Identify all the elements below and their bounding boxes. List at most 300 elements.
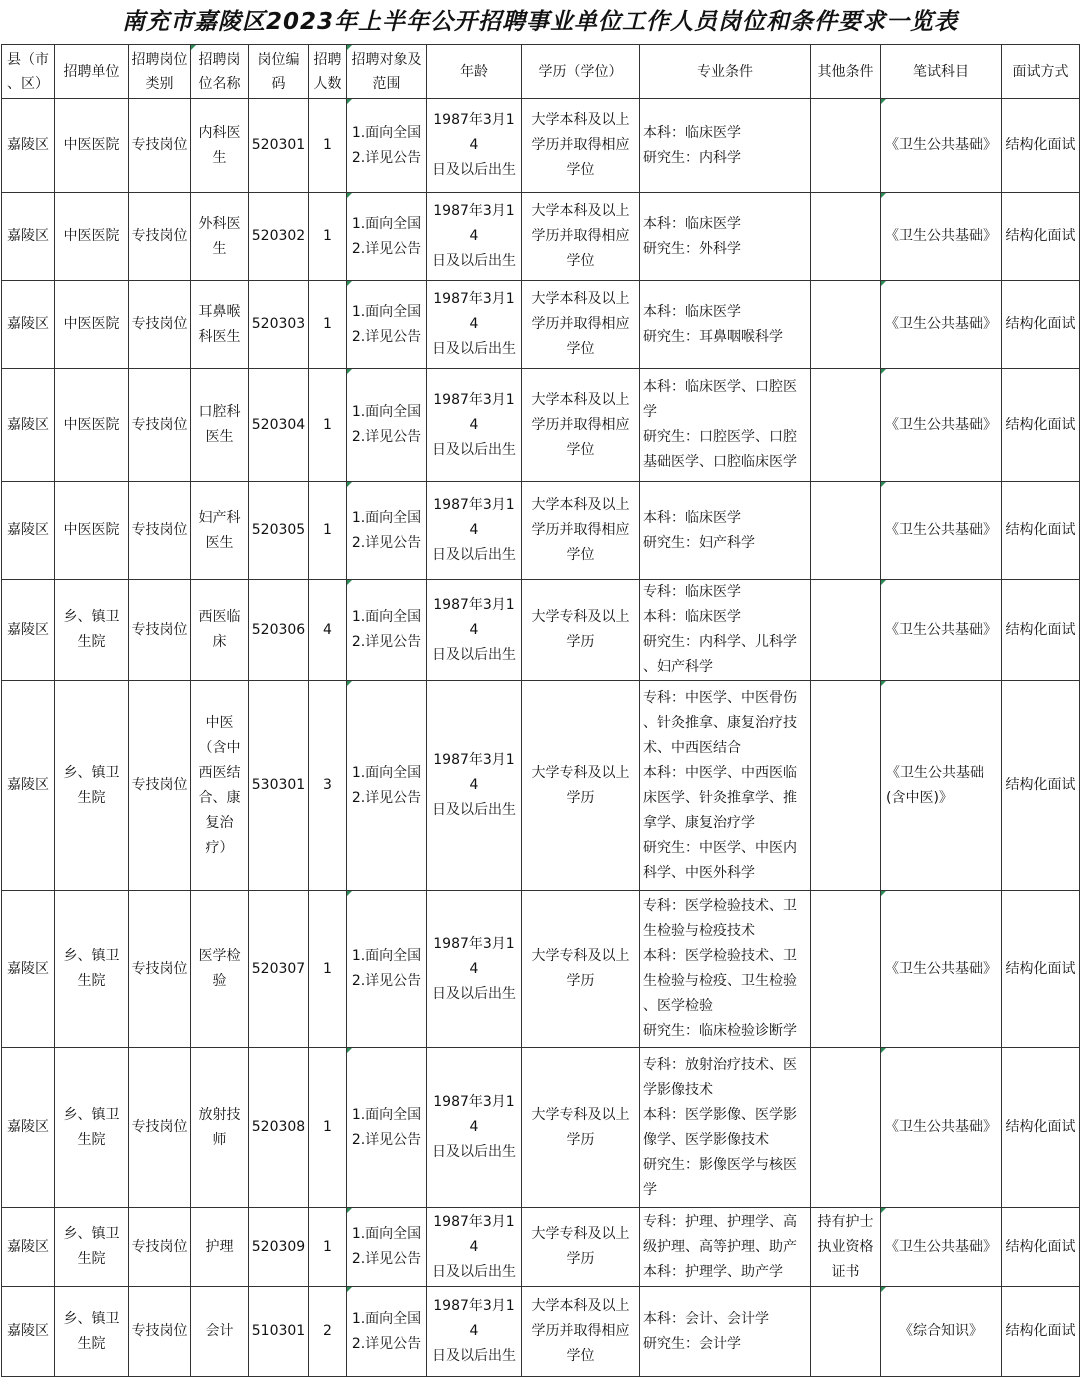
- cell-line: 1.面向全国: [351, 1106, 422, 1123]
- cell-education: [522, 1287, 640, 1377]
- cell-line: 乡、镇卫: [63, 1310, 120, 1327]
- cell-position-name: [191, 580, 249, 681]
- cell-line: 学历并取得相应: [531, 316, 630, 332]
- cell-line: 学位: [566, 441, 595, 458]
- table-row: [2, 1208, 1080, 1287]
- cell-line: 1987年3月14: [433, 935, 515, 977]
- cell-position-name: [191, 193, 249, 281]
- cell-line: 生院: [77, 1335, 106, 1352]
- cell-line: 2.详见公告: [351, 328, 422, 345]
- cell-exam-subject: [881, 580, 1002, 681]
- cell-other-conditions: [811, 281, 881, 369]
- cell-age: [427, 1208, 522, 1287]
- cell-line: 乡、镇卫: [63, 1106, 120, 1123]
- cell-education: [522, 1208, 640, 1287]
- cell-line: 内科医: [198, 124, 241, 141]
- cell-line: 嘉陵区: [7, 1119, 49, 1135]
- cell-exam-subject: [881, 1287, 1002, 1377]
- cell-position-code: [249, 482, 309, 580]
- cell-line: 嘉陵区: [7, 960, 49, 977]
- cell-line: 学历并取得相应: [531, 416, 630, 433]
- cell-line: 《综合知识》: [899, 1323, 983, 1339]
- cell-line: 中医医院: [63, 416, 120, 433]
- cell-scope: [347, 193, 427, 281]
- cell-line: 《卫生公共基础: [886, 764, 984, 781]
- cell-county: [2, 1208, 55, 1287]
- cell-headcount: [309, 580, 347, 681]
- cell-line: 《卫生公共基础》: [885, 1119, 997, 1135]
- cell-line: 研究生：内科学、儿科学: [643, 634, 797, 650]
- table-row: [2, 281, 1080, 369]
- cell-line: 1.面向全国: [351, 1310, 422, 1327]
- cell-position-name: [191, 1287, 249, 1377]
- cell-position-code: [249, 580, 309, 681]
- cell-line: 1: [323, 1238, 332, 1255]
- cell-headcount: [309, 1287, 347, 1377]
- cell-line: （含中: [198, 739, 241, 756]
- cell-line: 嘉陵区: [7, 522, 49, 538]
- cell-line: 研究生：影像医学与核医: [643, 1156, 797, 1173]
- cell-category: [129, 1048, 191, 1208]
- cell-age: [427, 891, 522, 1048]
- cell-exam-subject: [881, 891, 1002, 1048]
- cell-line: 合、康: [198, 789, 241, 806]
- cell-line: 《卫生公共基础》: [885, 960, 997, 977]
- cell-line: 1987年3月14: [433, 112, 515, 153]
- cell-line: 1.面向全国: [351, 948, 422, 964]
- cell-line: 中医医院: [63, 228, 120, 244]
- cell-line: 科医生: [198, 328, 241, 345]
- cell-line: 520304: [251, 416, 306, 433]
- header-position-code: [249, 45, 309, 99]
- cell-line: 医学检: [198, 948, 241, 964]
- cell-line: 嘉陵区: [7, 1323, 49, 1339]
- cell-line: 本科：临床医学、口腔医: [643, 379, 797, 395]
- cell-line: 2.详见公告: [351, 429, 422, 445]
- cell-exam-subject: [881, 193, 1002, 281]
- cell-unit: [55, 1287, 129, 1377]
- cell-interview-method: [1002, 1208, 1080, 1287]
- cell-line: 术、中西医结合: [643, 739, 741, 756]
- cell-major: [640, 369, 811, 482]
- table-row: [2, 1048, 1080, 1208]
- cell-position-code: [249, 193, 309, 281]
- cell-line: 生院: [77, 1131, 106, 1148]
- cell-line: 乡、镇卫: [63, 1226, 120, 1242]
- cell-line: 大学本科及以上: [531, 391, 630, 408]
- cell-other-conditions: [811, 891, 881, 1048]
- cell-category: [129, 281, 191, 369]
- cell-line: 码: [271, 75, 286, 92]
- cell-line: 1: [323, 228, 332, 244]
- table-row: [2, 1287, 1080, 1377]
- cell-line: 结构化面试: [1005, 522, 1076, 538]
- cell-age: [427, 1287, 522, 1377]
- cell-line: 口腔科: [198, 404, 241, 420]
- cell-line: 学历: [566, 789, 595, 806]
- cell-line: 笔试科目: [913, 63, 969, 80]
- cell-line: 像学、医学影像技术: [643, 1131, 769, 1148]
- cell-line: 本科：临床医学: [643, 509, 741, 526]
- cell-category: [129, 482, 191, 580]
- cell-line: 520302: [251, 228, 306, 244]
- cell-line: 疗）: [205, 839, 234, 856]
- cell-headcount: [309, 891, 347, 1048]
- cell-line: 类别: [145, 75, 174, 92]
- cell-line: 1.面向全国: [351, 124, 422, 141]
- cell-county: [2, 891, 55, 1048]
- cell-line: 本科：临床医学: [643, 215, 741, 232]
- cell-line: 1: [323, 1119, 332, 1135]
- cell-line: 年龄: [460, 63, 488, 80]
- cell-unit: [55, 1208, 129, 1287]
- cell-line: 乡、镇卫: [63, 948, 120, 964]
- cell-line: 专技岗位: [131, 1323, 188, 1339]
- cell-line: 学历: [566, 973, 595, 989]
- cell-line: 520303: [251, 316, 306, 332]
- cell-line: 研究生：耳鼻咽喉科学: [643, 328, 783, 345]
- cell-major: [640, 1048, 811, 1208]
- cell-line: 1.面向全国: [351, 215, 422, 232]
- cell-line: 520309: [251, 1238, 306, 1255]
- header-category: [129, 45, 191, 99]
- cell-line: 1.面向全国: [351, 1226, 422, 1242]
- cell-scope: [347, 580, 427, 681]
- cell-line: 本科：临床医学: [643, 124, 741, 141]
- cell-line: 专技岗位: [131, 316, 188, 332]
- cell-line: 530301: [251, 777, 306, 793]
- cell-unit: [55, 281, 129, 369]
- cell-line: 学位: [566, 253, 595, 269]
- cell-other-conditions: [811, 99, 881, 193]
- recruitment-table: [1, 44, 1080, 1377]
- cell-scope: [347, 369, 427, 482]
- cell-unit: [55, 369, 129, 482]
- cell-line: 专技岗位: [131, 416, 188, 433]
- cell-line: 专技岗位: [131, 1238, 188, 1255]
- cell-line: 范围: [372, 75, 401, 92]
- cell-line: 1987年3月14: [433, 497, 515, 538]
- cell-line: 招聘对象及: [351, 51, 422, 68]
- cell-interview-method: [1002, 580, 1080, 681]
- cell-line: 1.面向全国: [351, 509, 422, 526]
- cell-position-name: [191, 1208, 249, 1287]
- cell-age: [427, 681, 522, 891]
- header-headcount: [309, 45, 347, 99]
- cell-line: 4: [323, 621, 332, 638]
- cell-line: 《卫生公共基础》: [885, 316, 997, 332]
- cell-other-conditions: [811, 681, 881, 891]
- cell-position-code: [249, 1287, 309, 1377]
- cell-line: 级护理、高等护理、助产: [643, 1238, 797, 1255]
- cell-major: [640, 482, 811, 580]
- cell-line: 大学专科及以上: [531, 1226, 630, 1242]
- cell-line: 日及以后出生: [432, 162, 516, 178]
- cell-line: 2.详见公告: [351, 789, 422, 806]
- cell-county: [2, 681, 55, 891]
- header-county: [2, 45, 55, 99]
- cell-line: 日及以后出生: [432, 441, 516, 458]
- cell-line: 岗位编: [257, 51, 300, 68]
- cell-line: 日及以后出生: [432, 253, 516, 269]
- cell-line: 1.面向全国: [351, 764, 422, 781]
- cell-line: 人数: [313, 75, 342, 92]
- cell-education: [522, 681, 640, 891]
- cell-line: 2.详见公告: [351, 1131, 422, 1148]
- cell-line: 日及以后出生: [432, 341, 516, 357]
- cell-line: 日及以后出生: [432, 802, 516, 818]
- cell-line: 专技岗位: [131, 522, 188, 538]
- cell-line: 学位: [566, 162, 595, 178]
- cell-line: 生院: [77, 973, 106, 989]
- cell-education: [522, 369, 640, 482]
- cell-headcount: [309, 482, 347, 580]
- cell-line: 《卫生公共基础》: [885, 621, 997, 638]
- cell-headcount: [309, 99, 347, 193]
- cell-education: [522, 281, 640, 369]
- cell-line: 持有护士: [817, 1213, 874, 1230]
- cell-line: 学历: [566, 1131, 595, 1148]
- cell-line: 2.详见公告: [351, 240, 422, 257]
- table-row: [2, 580, 1080, 681]
- cell-line: 专技岗位: [131, 960, 188, 977]
- cell-scope: [347, 99, 427, 193]
- cell-line: 研究生：临床检验诊断学: [643, 1023, 797, 1039]
- cell-line: 2.详见公告: [351, 1251, 422, 1267]
- cell-line: 中医医院: [63, 316, 120, 332]
- cell-line: 日及以后出生: [432, 547, 516, 563]
- cell-age: [427, 580, 522, 681]
- cell-line: 大学专科及以上: [531, 609, 630, 625]
- cell-line: 结构化面试: [1005, 228, 1076, 244]
- cell-line: 乡、镇卫: [63, 764, 120, 781]
- cell-line: 2.详见公告: [351, 634, 422, 650]
- cell-interview-method: [1002, 891, 1080, 1048]
- cell-line: 学历: [566, 1251, 595, 1267]
- cell-other-conditions: [811, 482, 881, 580]
- cell-category: [129, 369, 191, 482]
- cell-line: 嘉陵区: [7, 416, 49, 433]
- cell-line: 招聘单位: [63, 63, 120, 80]
- cell-line: 《卫生公共基础》: [885, 416, 997, 433]
- cell-line: 本科：临床医学: [643, 609, 741, 625]
- cell-exam-subject: [881, 482, 1002, 580]
- cell-line: 1: [323, 522, 332, 538]
- cell-line: 嘉陵区: [7, 137, 49, 153]
- cell-line: 专科：中医学、中医骨伤: [643, 689, 797, 706]
- cell-position-name: [191, 369, 249, 482]
- cell-position-code: [249, 99, 309, 193]
- cell-county: [2, 1287, 55, 1377]
- cell-line: 1: [323, 416, 332, 433]
- cell-line: 放射技: [198, 1106, 241, 1123]
- cell-category: [129, 1208, 191, 1287]
- cell-line: 专技岗位: [131, 777, 188, 793]
- cell-line: 学位: [566, 547, 595, 563]
- cell-scope: [347, 482, 427, 580]
- cell-other-conditions: [811, 1287, 881, 1377]
- cell-line: 学: [643, 404, 657, 420]
- cell-scope: [347, 891, 427, 1048]
- cell-line: 、针灸推拿、康复治疗技: [643, 714, 797, 731]
- cell-unit: [55, 193, 129, 281]
- cell-line: 护理: [205, 1238, 234, 1255]
- cell-other-conditions: [811, 1048, 881, 1208]
- cell-major: [640, 99, 811, 193]
- cell-line: 专技岗位: [131, 1119, 188, 1135]
- cell-position-name: [191, 482, 249, 580]
- cell-line: 结构化面试: [1005, 960, 1076, 977]
- cell-line: 1: [323, 137, 332, 153]
- table-row: [2, 891, 1080, 1048]
- cell-line: 研究生：外科学: [643, 240, 741, 257]
- cell-line: 生: [212, 149, 227, 166]
- cell-unit: [55, 580, 129, 681]
- cell-interview-method: [1002, 681, 1080, 891]
- cell-line: 嘉陵区: [7, 228, 49, 244]
- cell-line: 外科医: [198, 215, 241, 232]
- cell-line: 验: [212, 973, 227, 989]
- cell-other-conditions: [811, 580, 881, 681]
- header-major: [640, 45, 811, 99]
- cell-exam-subject: [881, 281, 1002, 369]
- cell-line: 日及以后出生: [432, 1263, 516, 1280]
- cell-line: 结构化面试: [1005, 137, 1076, 153]
- cell-line: 510301: [251, 1323, 306, 1339]
- cell-line: 结构化面试: [1005, 416, 1076, 433]
- cell-line: 医生: [205, 534, 234, 551]
- cell-line: (含中医)》: [886, 789, 953, 806]
- cell-scope: [347, 681, 427, 891]
- cell-line: 结构化面试: [1005, 777, 1076, 793]
- cell-headcount: [309, 369, 347, 482]
- cell-line: 生院: [77, 789, 106, 806]
- cell-line: 本科：护理学、助产学: [643, 1263, 783, 1280]
- table-row: [2, 482, 1080, 580]
- cell-position-code: [249, 891, 309, 1048]
- cell-line: 《卫生公共基础》: [885, 137, 997, 153]
- cell-line: 大学本科及以上: [531, 112, 630, 128]
- cell-line: 中医医院: [63, 522, 120, 538]
- cell-line: 本科：会计、会计学: [643, 1310, 769, 1327]
- cell-education: [522, 891, 640, 1048]
- cell-interview-method: [1002, 369, 1080, 482]
- cell-line: 生检验与检疫、卫生检验: [643, 973, 797, 989]
- cell-line: 本科：医学影像、医学影: [643, 1106, 797, 1123]
- cell-line: 研究生：中医学、中医内: [643, 839, 797, 856]
- cell-line: 乡、镇卫: [63, 609, 120, 625]
- cell-line: 专技岗位: [131, 621, 188, 638]
- cell-line: 1987年3月14: [433, 1094, 515, 1135]
- table-row: [2, 193, 1080, 281]
- cell-line: 执业资格: [817, 1238, 874, 1255]
- cell-line: 招聘岗: [198, 51, 241, 68]
- cell-unit: [55, 891, 129, 1048]
- cell-exam-subject: [881, 99, 1002, 193]
- cell-line: 520307: [251, 960, 306, 977]
- cell-interview-method: [1002, 1287, 1080, 1377]
- cell-line: 学历并取得相应: [531, 1323, 630, 1339]
- cell-line: 会计: [205, 1323, 234, 1339]
- cell-category: [129, 681, 191, 891]
- cell-line: 专科：放射治疗技术、医: [643, 1056, 797, 1073]
- cell-line: 面试方式: [1012, 63, 1069, 80]
- cell-line: 位名称: [198, 75, 241, 92]
- header-other-conditions: [811, 45, 881, 99]
- cell-education: [522, 482, 640, 580]
- cell-interview-method: [1002, 99, 1080, 193]
- cell-line: 县（市: [7, 51, 49, 68]
- cell-exam-subject: [881, 369, 1002, 482]
- cell-line: 专科：护理、护理学、高: [643, 1213, 797, 1230]
- cell-line: 耳鼻喉: [198, 303, 241, 320]
- cell-line: 嘉陵区: [7, 1238, 49, 1255]
- cell-line: 520301: [251, 137, 306, 153]
- cell-line: 2: [323, 1323, 332, 1339]
- cell-line: 大学本科及以上: [531, 291, 630, 307]
- cell-line: 医生: [205, 429, 234, 445]
- cell-line: 日及以后出生: [432, 985, 516, 1002]
- cell-position-code: [249, 281, 309, 369]
- cell-line: 《卫生公共基础》: [885, 1238, 997, 1255]
- cell-age: [427, 99, 522, 193]
- cell-county: [2, 482, 55, 580]
- cell-line: 1987年3月14: [433, 752, 515, 793]
- cell-line: 3: [323, 777, 332, 793]
- cell-headcount: [309, 281, 347, 369]
- cell-line: 2.详见公告: [351, 534, 422, 551]
- cell-line: 生院: [77, 634, 106, 650]
- cell-county: [2, 369, 55, 482]
- cell-line: 学历并取得相应: [531, 137, 630, 153]
- cell-headcount: [309, 681, 347, 891]
- cell-line: 中医: [205, 714, 234, 731]
- cell-line: 专科：临床医学: [643, 584, 741, 600]
- cell-line: 生: [212, 240, 227, 257]
- cell-line: 1.面向全国: [351, 303, 422, 320]
- cell-line: 复治: [205, 814, 234, 831]
- cell-line: 专业条件: [697, 63, 753, 80]
- cell-line: 1987年3月14: [433, 291, 515, 332]
- header-scope: [347, 45, 427, 99]
- cell-line: 妇产科: [198, 509, 241, 526]
- header-exam-subject: [881, 45, 1002, 99]
- cell-line: 其他条件: [817, 63, 874, 80]
- cell-line: 生检验与检疫技术: [643, 923, 755, 939]
- cell-line: 1.面向全国: [351, 404, 422, 420]
- cell-headcount: [309, 193, 347, 281]
- cell-age: [427, 1048, 522, 1208]
- cell-line: 本科：医学检验技术、卫: [643, 948, 797, 964]
- cell-exam-subject: [881, 1208, 1002, 1287]
- cell-education: [522, 99, 640, 193]
- cell-line: 中医医院: [63, 137, 120, 153]
- cell-line: 结构化面试: [1005, 316, 1076, 332]
- cell-line: 招聘: [313, 51, 342, 68]
- cell-unit: [55, 99, 129, 193]
- cell-line: 《卫生公共基础》: [885, 228, 997, 244]
- cell-line: 大学本科及以上: [531, 497, 630, 513]
- cell-line: 1987年3月14: [433, 1213, 515, 1255]
- cell-age: [427, 482, 522, 580]
- cell-line: 研究生：口腔医学、口腔: [643, 429, 797, 445]
- cell-line: 学位: [566, 1348, 595, 1364]
- cell-line: 基础医学、口腔临床医学: [643, 454, 797, 470]
- cell-line: 日及以后出生: [432, 646, 516, 663]
- cell-category: [129, 580, 191, 681]
- cell-line: 本科：中医学、中西医临: [643, 764, 797, 781]
- cell-line: 1: [323, 316, 332, 332]
